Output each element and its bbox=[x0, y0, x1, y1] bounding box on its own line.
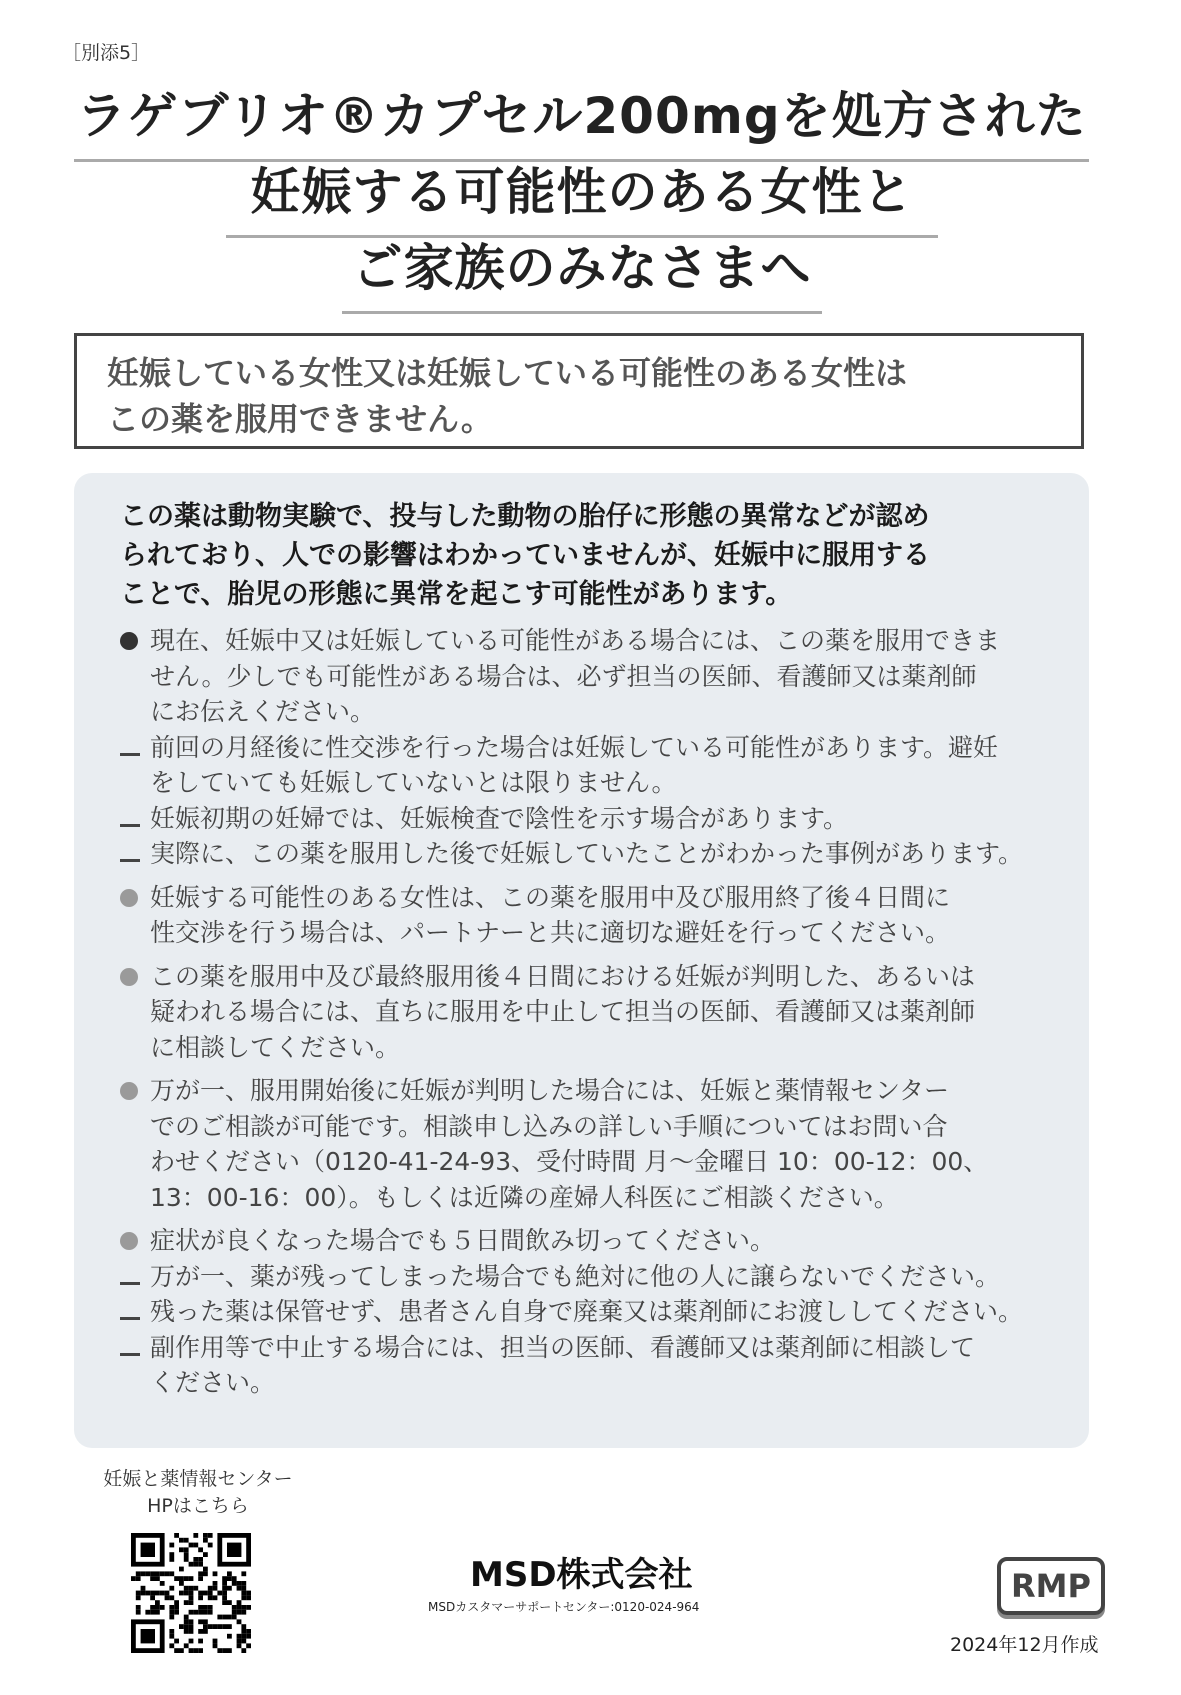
list-item-line: わせください（0120-41-24-93、受付時間 月～金曜日 10：00-12：00、 bbox=[150, 1147, 989, 1176]
intro-paragraph bbox=[120, 497, 930, 614]
list-item-line: 副作用等で中止する場合には、担当の医師、看護師又は薬剤師に相談して bbox=[150, 1332, 976, 1362]
warning-box bbox=[74, 333, 1084, 449]
list-item-line: 万が一、服用開始後に妊娠が判明した場合には、妊娠と薬情報センター bbox=[150, 1076, 950, 1105]
title-text-1: ラゲブリオ®カプセル200mgを処方された bbox=[76, 87, 1087, 145]
intro-line: られており、人での影響はわかっていませんが、妊娠中に服用する bbox=[120, 540, 930, 571]
list-item bbox=[120, 1294, 1050, 1330]
bullet-icon bbox=[120, 1223, 146, 1260]
list-item bbox=[120, 801, 1050, 837]
list-item-line: をしていても妊娠していないとは限りません。 bbox=[150, 768, 677, 797]
bullet-icon bbox=[120, 623, 146, 660]
info-list bbox=[120, 623, 1050, 1401]
list-item-line: ください。 bbox=[150, 1368, 276, 1397]
title-line-1 bbox=[74, 76, 1089, 148]
list-item-line: にお伝えください。 bbox=[150, 697, 376, 726]
bullet-icon bbox=[120, 1073, 146, 1110]
list-item-line: 性交渉を行う場合は、パートナーと共に適切な避妊を行ってください。 bbox=[150, 918, 951, 947]
title-line-2 bbox=[226, 152, 938, 224]
dash-icon bbox=[120, 1330, 146, 1366]
dash-icon bbox=[120, 730, 146, 766]
warning-line-1: 妊娠している女性又は妊娠している可能性のある女性は bbox=[107, 354, 908, 392]
list-item bbox=[120, 1330, 1050, 1401]
bullet-icon bbox=[120, 880, 146, 917]
list-item bbox=[120, 836, 1050, 872]
qr-label-line-1: 妊娠と薬情報センター bbox=[103, 1468, 293, 1490]
dash-icon bbox=[120, 1259, 146, 1295]
list-item-line: 現在、妊娠中又は妊娠している可能性がある場合には、この薬を服用できま bbox=[150, 626, 1001, 655]
dash-icon bbox=[120, 801, 146, 837]
info-panel bbox=[74, 473, 1089, 1448]
list-item-line: に相談してください。 bbox=[150, 1032, 401, 1062]
list-item-line: でのご相談が可能です。相談申し込みの詳しい手順についてはお問い合 bbox=[150, 1111, 948, 1141]
list-item-line: 妊娠する可能性のある女性は、この薬を服用中及び服用終了後４日間に bbox=[150, 882, 951, 912]
list-item-line: 症状が良くなった場合でも５日間飲み切ってください。 bbox=[150, 1226, 776, 1255]
qr-label-line-2: HPはこちら bbox=[147, 1495, 249, 1517]
list-item-line: この薬を服用中及び最終服用後４日間における妊娠が判明した、あるいは bbox=[150, 961, 976, 991]
dash-icon bbox=[120, 1294, 146, 1330]
dash-icon bbox=[120, 836, 146, 872]
list-item-line: 実際に、この薬を服用した後で妊娠していたことがわかった事例があります。 bbox=[150, 839, 1024, 868]
list-item bbox=[120, 1223, 1050, 1259]
company-name: MSD株式会社 bbox=[470, 1555, 693, 1595]
qr-code[interactable] bbox=[131, 1533, 251, 1653]
rmp-badge: RMP bbox=[997, 1557, 1105, 1615]
creation-date: 2024年12月作成 bbox=[950, 1634, 1099, 1656]
list-item bbox=[120, 1073, 1050, 1215]
list-item bbox=[120, 623, 1050, 730]
list-item-line: 残った薬は保管せず、患者さん自身で廃棄又は薬剤師にお渡ししてください。 bbox=[150, 1297, 1024, 1326]
list-item-line: 前回の月経後に性交渉を行った場合は妊娠している可能性があります。避妊 bbox=[150, 732, 999, 762]
list-item bbox=[120, 730, 1050, 801]
intro-line: ことで、胎児の形態に異常を起こす可能性があります。 bbox=[120, 579, 793, 610]
annex-label: ［別添5］ bbox=[62, 42, 151, 64]
list-item bbox=[120, 880, 1050, 951]
list-item bbox=[120, 959, 1050, 1066]
list-item bbox=[120, 1259, 1050, 1295]
qr-label bbox=[88, 1466, 308, 1520]
list-item-line: 疑われる場合には、直ちに服用を中止して担当の医師、看護師又は薬剤師 bbox=[150, 997, 976, 1026]
list-item-line: せん。少しでも可能性がある場合は、必ず担当の医師、看護師又は薬剤師 bbox=[150, 661, 977, 691]
list-item-line: 妊娠初期の妊婦では、妊娠検査で陰性を示す場合があります。 bbox=[150, 803, 849, 833]
list-item-line: 13：00-16：00）。もしくは近隣の産婦人科医にご相談ください。 bbox=[150, 1182, 899, 1212]
warning-line-2: この薬を服用できません。 bbox=[107, 400, 493, 438]
bullet-icon bbox=[120, 959, 146, 996]
title-line-3 bbox=[342, 228, 822, 300]
title-text-2: 妊娠する可能性のある女性と bbox=[250, 163, 914, 221]
list-item-line: 万が一、薬が残ってしまった場合でも絶対に他の人に譲らないでください。 bbox=[150, 1261, 1001, 1291]
title-underline bbox=[342, 311, 822, 314]
title-text-3: ご家族のみなさまへ bbox=[352, 239, 812, 297]
support-contact: MSDカスタマーサポートセンター:0120-024-964 bbox=[428, 1600, 700, 1614]
intro-line: この薬は動物実験で、投与した動物の胎仔に形態の異常などが認め bbox=[120, 501, 930, 532]
